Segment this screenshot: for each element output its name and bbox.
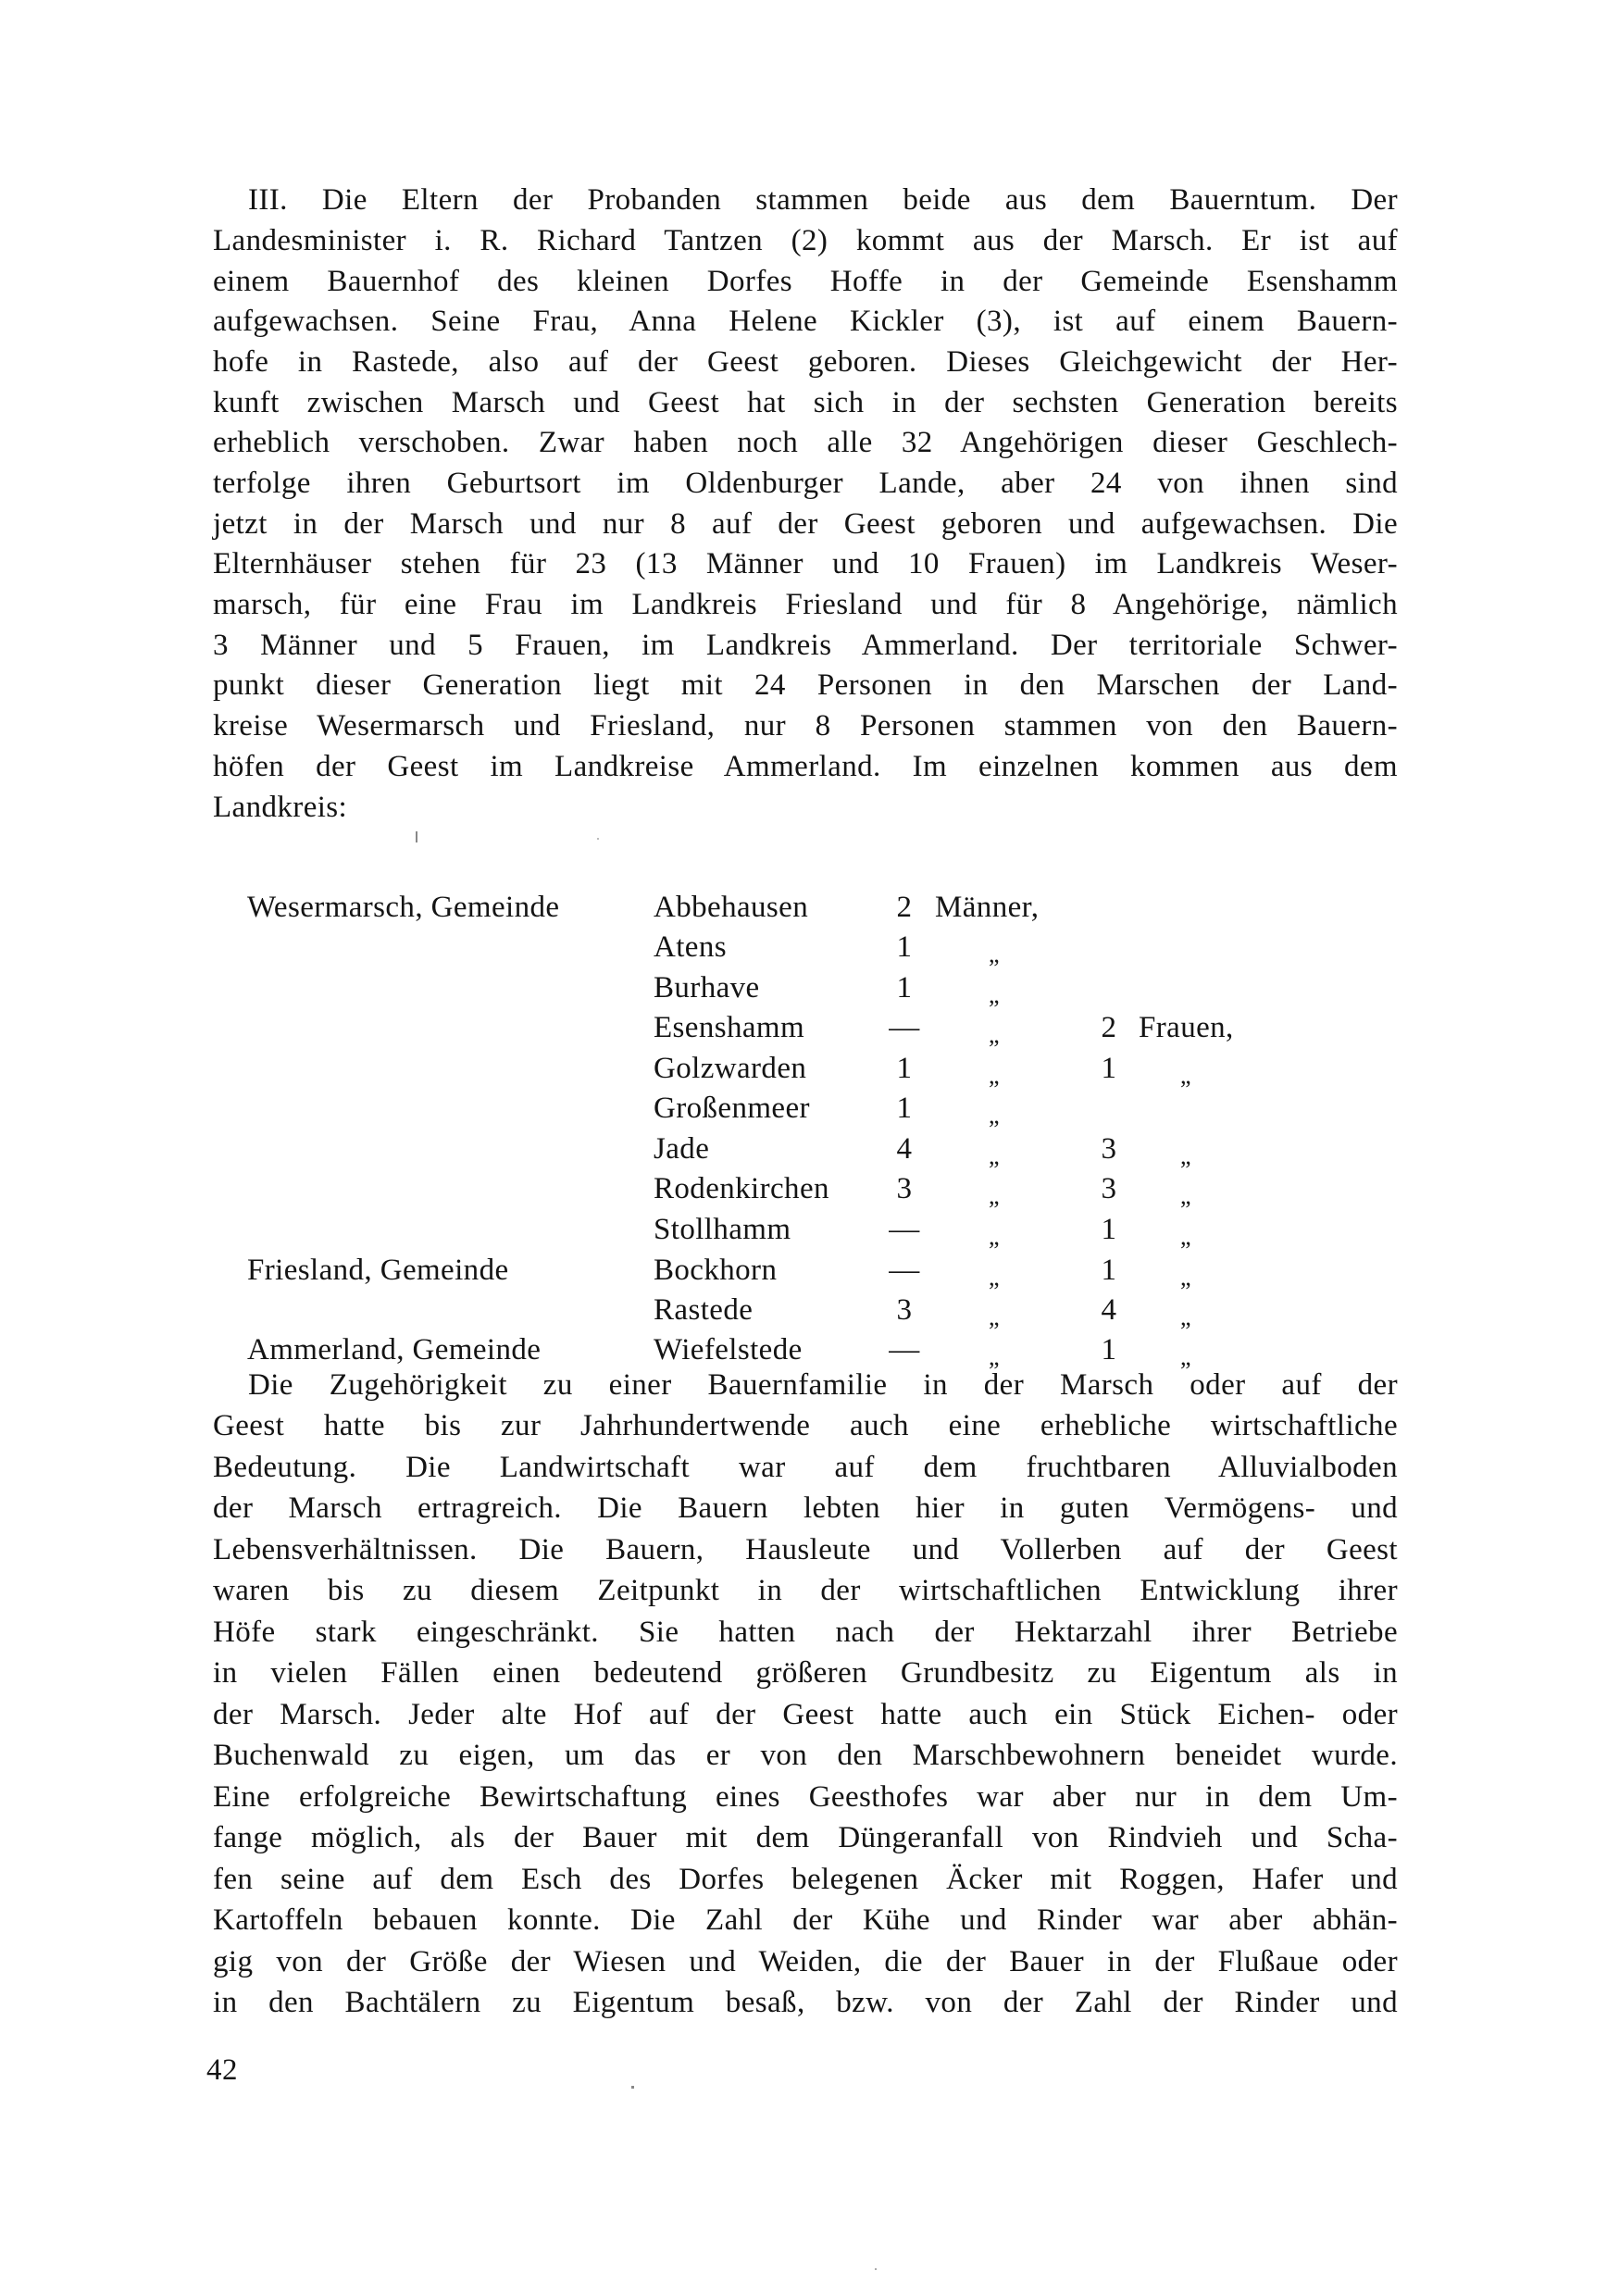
place-name: Großenmeer (654, 1092, 810, 1125)
ditto-mark: „ (989, 1062, 1000, 1089)
text-line: der Marsch. Jeder alte Hof auf der Geest hatte auch ein Stück Eichen- oder (213, 1698, 1398, 1731)
text-line: fen seine auf dem Esch des Dorfes belegenen Äcker mit Roggen, Hafer und (213, 1863, 1398, 1896)
text-line: 3 Männer und 5 Frauen, im Landkreis Ammerland. Der territoriale Schwer- (213, 629, 1398, 662)
women-count: 2 (1101, 1011, 1117, 1044)
men-count: 1 (896, 1052, 913, 1085)
ditto-mark: „ (989, 1021, 1000, 1048)
ditto-mark: „ (1180, 1343, 1191, 1370)
men-count: 4 (896, 1132, 913, 1166)
ditto-mark: „ (1180, 1142, 1191, 1169)
text-line: punkt dieser Generation liegt mit 24 Personen in den Marschen der Land- (213, 668, 1398, 702)
text-line: Landkreis: (213, 791, 348, 824)
ditto-mark: „ (1180, 1223, 1191, 1250)
women-count: 3 (1101, 1132, 1117, 1166)
text-line: einem Bauernhof des kleinen Dorfes Hoffe in der Gemeinde Esenshamm (213, 265, 1398, 298)
text-line: Kartoffeln bebauen konnte. Die Zahl der Kühe und Rinder war aber abhän- (213, 1903, 1398, 1937)
men-count: 1 (896, 1092, 913, 1125)
women-count: 3 (1101, 1172, 1117, 1205)
women-count: 4 (1101, 1293, 1117, 1327)
men-count: — (889, 1333, 920, 1366)
men-count: 1 (896, 971, 913, 1004)
ditto-mark: „ (1180, 1062, 1191, 1089)
print-mark (416, 831, 417, 842)
ditto-mark: „ (989, 1343, 1000, 1370)
text-line: jetzt in der Marsch und nur 8 auf der Geest geboren und aufgewachsen. Die (213, 507, 1398, 541)
district-label: Wesermarsch, Gemeinde (247, 891, 560, 924)
print-mark (597, 838, 599, 840)
ditto-mark: „ (989, 1264, 1000, 1291)
text-line: in vielen Fällen einen bedeutend größeren Grundbesitz zu Eigentum als in (213, 1656, 1398, 1690)
text-line: Buchenwald zu eigen, um das er von den Marschbewohnern beneidet wurde. (213, 1739, 1398, 1772)
text-line: marsch, für eine Frau im Landkreis Friesland und für 8 Angehörige, nämlich (213, 588, 1398, 621)
place-name: Stollhamm (654, 1213, 791, 1246)
place-name: Jade (654, 1132, 710, 1166)
place-name: Golzwarden (654, 1052, 807, 1085)
district-label: Ammerland, Gemeinde (247, 1333, 542, 1366)
place-name: Rodenkirchen (654, 1172, 829, 1205)
text-line: fange möglich, als der Bauer mit dem Düngeranfall von Rindvieh und Scha- (213, 1821, 1398, 1854)
text-line: terfolge ihren Geburtsort im Oldenburger Lande, aber 24 von ihnen sind (213, 467, 1398, 500)
text-line: erheblich verschoben. Zwar haben noch alle 32 Angehörigen dieser Geschlech- (213, 426, 1398, 459)
ditto-mark: „ (989, 1142, 1000, 1169)
text-line: Geest hatte bis zur Jahrhundertwende auch eine erhebliche wirtschaftliche (213, 1409, 1398, 1442)
text-line: der Marsch ertragreich. Die Bauern lebten hier in guten Vermögens- und (213, 1491, 1398, 1525)
text-line: aufgewachsen. Seine Frau, Anna Helene Kickler (3), ist auf einem Bauern- (213, 305, 1398, 338)
ditto-mark: „ (989, 1102, 1000, 1129)
women-count: 1 (1101, 1213, 1117, 1246)
ditto-mark: „ (989, 1182, 1000, 1209)
place-name: Bockhorn (654, 1254, 778, 1287)
women-count: 1 (1101, 1333, 1117, 1366)
ditto-mark: „ (1180, 1182, 1191, 1209)
page-number: 42 (206, 2053, 238, 2087)
ditto-mark: „ (989, 1304, 1000, 1330)
place-name: Wiefelstede (654, 1333, 803, 1366)
text-line: kunft zwischen Marsch und Geest hat sich in der sechsten Generation bereits (213, 386, 1398, 419)
text-line: gig von der Größe der Wiesen und Weiden, die der Bauer in der Flußaue oder (213, 1945, 1398, 1978)
text-line: hofe in Rastede, also auf der Geest geboren. Dieses Gleichgewicht der Her- (213, 345, 1398, 379)
men-count: — (889, 1213, 920, 1246)
ditto-mark: „ (989, 981, 1000, 1008)
text-line: Landesminister i. R. Richard Tantzen (2) kommt aus der Marsch. Er ist auf (213, 224, 1398, 257)
text-line: höfen der Geest im Landkreise Ammerland. Im einzelnen kommen aus dem (213, 750, 1398, 783)
ditto-mark: „ (989, 941, 1000, 967)
women-unit: Frauen, (1139, 1011, 1234, 1044)
print-mark (631, 2086, 634, 2089)
text-line: Die Zugehörigkeit zu einer Bauernfamilie in der Marsch oder auf der (248, 1368, 1398, 1402)
place-name: Burhave (654, 971, 760, 1004)
text-line: in den Bachtälern zu Eigentum besaß, bzw. von der Zahl der Rinder und (213, 1986, 1398, 2019)
print-mark (875, 2268, 877, 2270)
women-count: 1 (1101, 1052, 1117, 1085)
men-count: — (889, 1011, 920, 1044)
place-name: Abbehausen (654, 891, 809, 924)
text-line: Bedeutung. Die Landwirtschaft war auf dem fruchtbaren Alluvialboden (213, 1451, 1398, 1484)
ditto-mark: „ (1180, 1304, 1191, 1330)
district-label: Friesland, Gemeinde (247, 1254, 509, 1287)
text-line: Eine erfolgreiche Bewirtschaftung eines Geesthofes war aber nur in dem Um- (213, 1780, 1398, 1814)
men-count: 3 (896, 1293, 913, 1327)
ditto-mark: „ (989, 1223, 1000, 1250)
men-count: 3 (896, 1172, 913, 1205)
women-count: 1 (1101, 1254, 1117, 1287)
text-line: waren bis zu diesem Zeitpunkt in der wirtschaftlichen Entwicklung ihrer (213, 1574, 1398, 1607)
text-line: Elternhäuser stehen für 23 (13 Männer und 10 Frauen) im Landkreis Weser- (213, 547, 1398, 580)
text-line: Lebensverhältnissen. Die Bauern, Hausleute und Vollerben auf der Geest (213, 1533, 1398, 1566)
text-line: Höfe stark eingeschränkt. Sie hatten nach der Hektarzahl ihrer Betriebe (213, 1616, 1398, 1649)
place-name: Rastede (654, 1293, 754, 1327)
text-line: kreise Wesermarsch und Friesland, nur 8 Personen stammen von den Bauern- (213, 709, 1398, 742)
men-count: 2 (896, 891, 913, 924)
men-count: — (889, 1254, 920, 1287)
ditto-mark: „ (1180, 1264, 1191, 1291)
men-count: 1 (896, 930, 913, 964)
place-name: Esenshamm (654, 1011, 805, 1044)
text-line: III. Die Eltern der Probanden stammen beide aus dem Bauerntum. Der (248, 183, 1398, 217)
place-name: Atens (654, 930, 727, 964)
men-unit: Männer, (935, 891, 1040, 924)
